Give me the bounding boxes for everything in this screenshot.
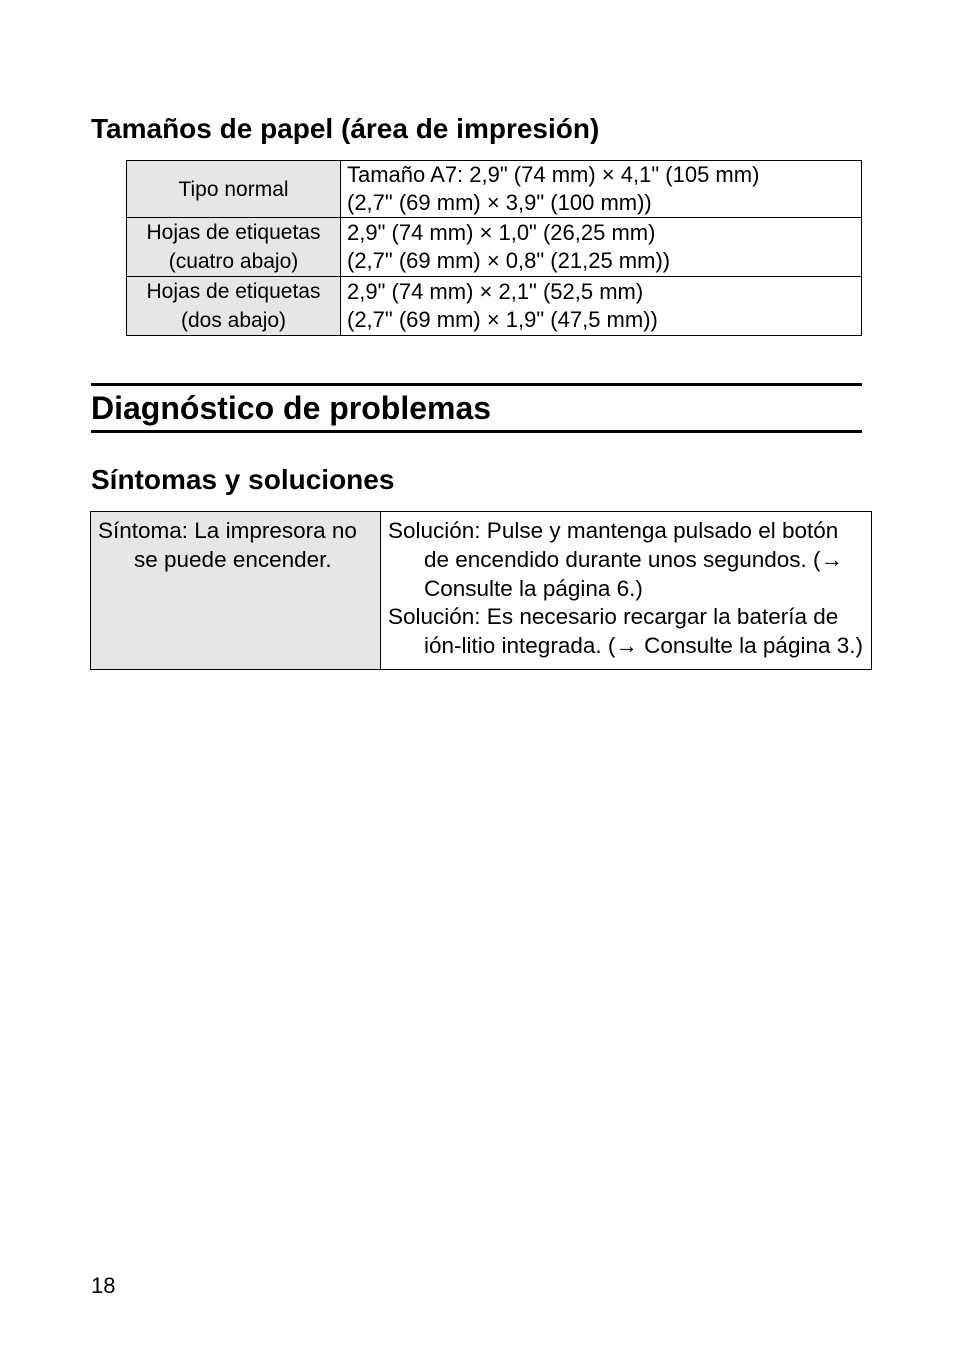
- table-row: [91, 512, 872, 670]
- solution-text: Solución: Pulse y mantenga pulsado el botón de encendido durante unos segundos. (→ Consulte la página 6.): [388, 518, 844, 601]
- paper-type-cell: Hojas de etiquetas (cuatro abajo): [127, 218, 341, 277]
- page-number: 18: [91, 1273, 116, 1298]
- troubleshooting-heading-box: [91, 383, 862, 433]
- table-row: [127, 161, 862, 218]
- symptoms-heading: Síntomas y soluciones: [91, 464, 395, 495]
- symptom-text: Síntoma: La impresora no se puede encender.: [98, 518, 357, 572]
- solution-cell: [381, 512, 872, 670]
- print-area-line: (2,7" (69 mm) × 0,8" (21,25 mm)): [347, 248, 671, 273]
- print-area-line: 2,9" (74 mm) × 1,0" (26,25 mm): [347, 220, 656, 245]
- print-area-line: Tamaño A7: 2,9" (74 mm) × 4,1" (105 mm): [347, 162, 760, 187]
- print-area-line: (2,7" (69 mm) × 1,9" (47,5 mm)): [347, 307, 658, 332]
- table-row: [127, 277, 862, 336]
- symptoms-table: [90, 511, 872, 670]
- print-area-line: 2,9" (74 mm) × 2,1" (52,5 mm): [347, 279, 644, 304]
- symptom-cell: [91, 512, 381, 670]
- paper-type-cell: Hojas de etiquetas (dos abajo): [127, 277, 341, 336]
- paper-sizes-table: [126, 160, 862, 336]
- print-area-cell: [341, 277, 862, 336]
- paper-sizes-heading: Tamaños de papel (área de impresión): [91, 113, 600, 144]
- print-area-line: (2,7" (69 mm) × 3,9" (100 mm)): [347, 190, 652, 215]
- print-area-cell: [341, 161, 862, 218]
- print-area-cell: [341, 218, 862, 277]
- table-row: [127, 218, 862, 277]
- troubleshooting-heading: Diagnóstico de problemas: [91, 390, 492, 426]
- solution-text: Solución: Es necesario recargar la batería de ión-litio integrada. (→ Consulte la página 3.): [388, 604, 863, 659]
- paper-type-cell: Tipo normal: [127, 161, 341, 218]
